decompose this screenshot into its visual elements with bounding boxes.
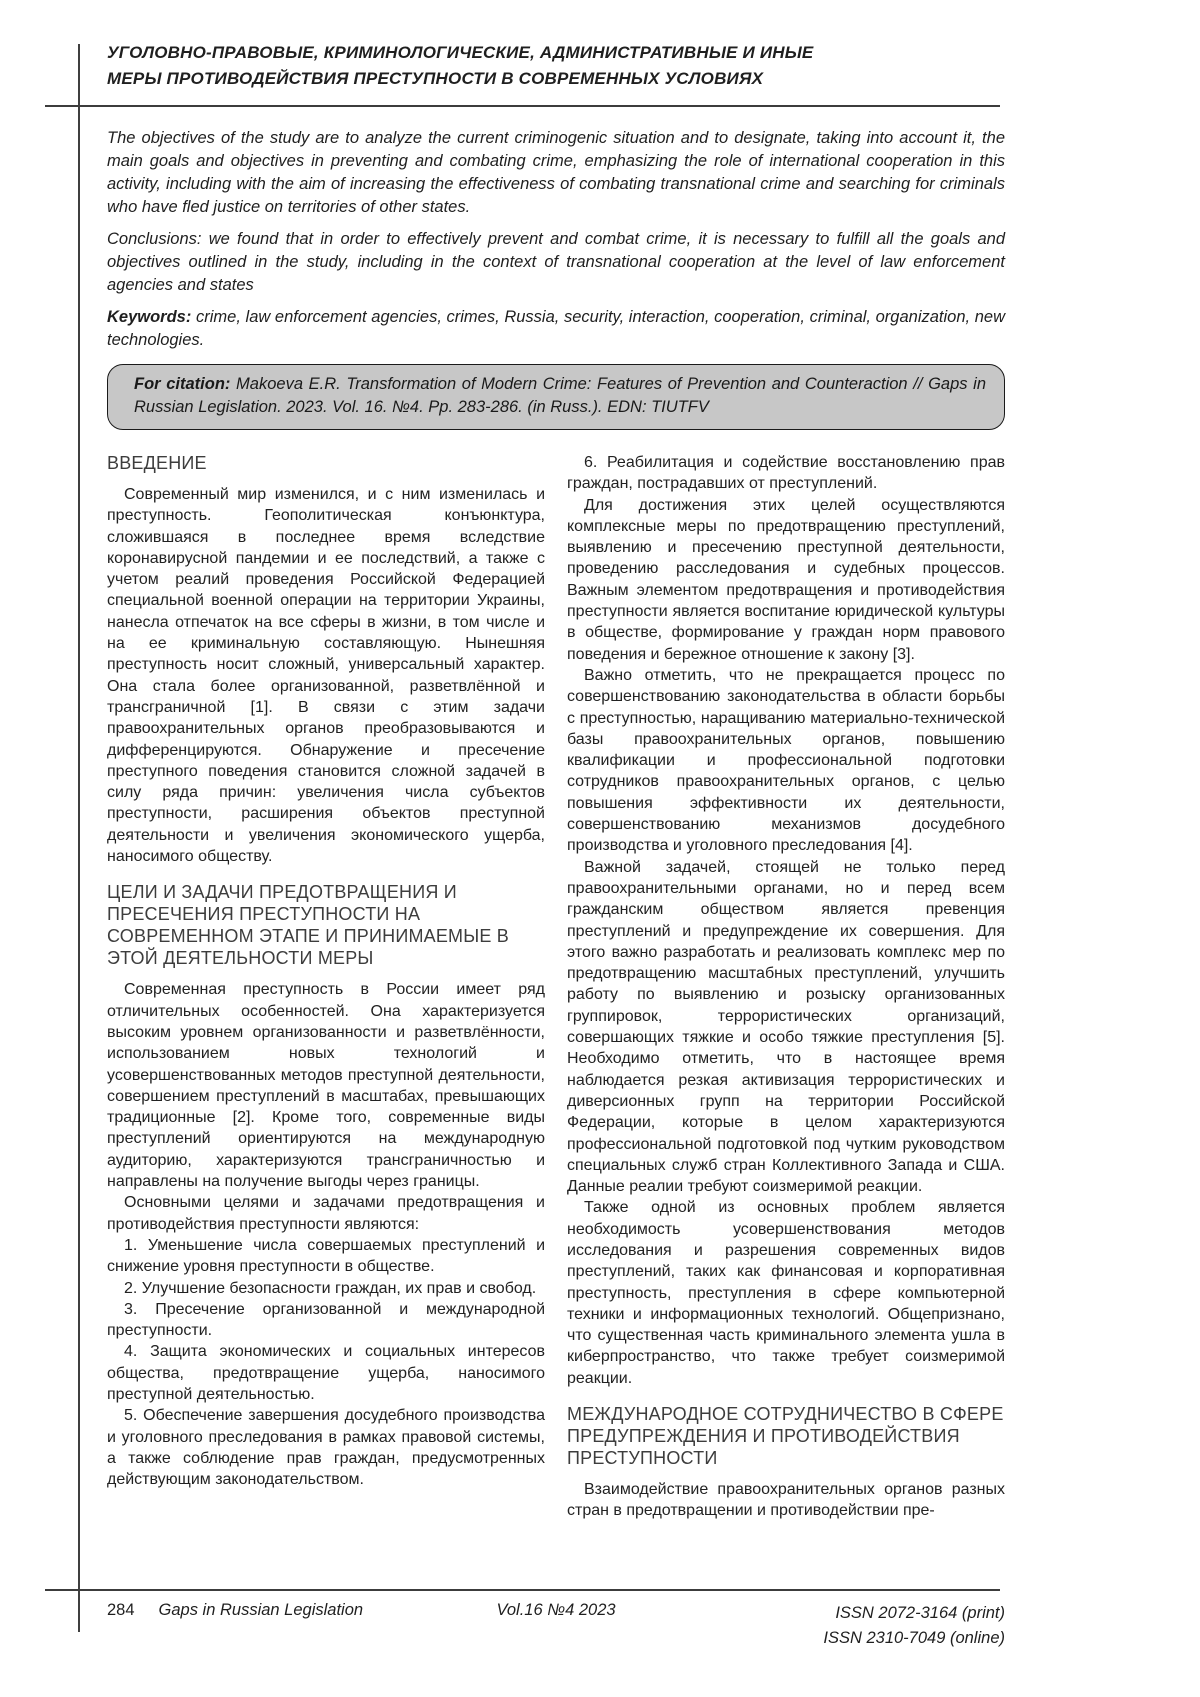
issn-print: ISSN 2072-3164 (print) (835, 1604, 1005, 1622)
goal-item-5: 5. Обеспечение завершения досудебного производства и уголовного преследования в рамках правовой системы, а также соблюдение прав граждан, предусмотренных действующим законодательством. (107, 1407, 545, 1489)
header-divider (45, 105, 1000, 107)
citation-box (107, 364, 1005, 430)
two-column-body (107, 452, 1005, 1522)
cybercrime-paragraph: Также одной из основных проблем является необходимость усовершенствования методов исследования и разрешения современных видов преступлений, таких как финансовая и корпоративная преступность, преступления в сфере компьютерной техники и информационных технологий. Общепризнано, что существенная часть криминального элемента ушла в киберпространство, что также требует соизмеримой реакции. (567, 1199, 1005, 1387)
abstract-block (107, 127, 1005, 352)
page-footer (107, 1589, 1005, 1651)
keywords-text: crime, law enforcement agencies, crimes, Russia, security, interaction, cooperation, criminal, organization, new technologies. (107, 308, 1005, 349)
rubric-line-1: УГОЛОВНО-ПРАВОВЫЕ, КРИМИНОЛОГИЧЕСКИЕ, АДМИНИСТРАТИВНЫЕ И ИНЫЕ (107, 43, 814, 62)
keywords-label: Keywords: (107, 308, 192, 326)
page-number: 284 (107, 1601, 135, 1619)
journal-title: Gaps in Russian Legislation (158, 1601, 364, 1619)
goal-item-3: 3. Пресечение организованной и международной преступности. (107, 1300, 545, 1340)
rubric-line-2: МЕРЫ ПРОТИВОДЕЙСТВИЯ ПРЕСТУПНОСТИ В СОВРЕМЕННЫХ УСЛОВИЯХ (107, 69, 764, 88)
abstract-conclusions: Conclusions: we found that in order to effectively prevent and combat crime, it is necessary to fulfill all the goals and objectives outlined in the study, including in the context of transnational cooperation at the level of law enforcement agencies and states (107, 230, 1005, 294)
page-content (107, 40, 1005, 1522)
volume-info: Vol.16 №4 2023 (496, 1601, 616, 1619)
abstract-objectives: The objectives of the study are to analyze the current criminogenic situation and to designate, taking into account it, the main goals and objectives in preventing and combating crime, emphasizing the role of international cooperation in this activity, including with the aim of increasing the effectiveness of combating transnational crime and searching for criminals who have fled justice on territories of other states. (107, 129, 1005, 216)
footer-right (688, 1601, 1005, 1651)
goal-item-6: 6. Реабилитация и содействие восстановлению прав граждан, пострадавших от преступлений. (567, 454, 1005, 493)
international-paragraph: Взаимодействие правоохранительных органов разных стран в предотвращении и противодействии пре- (567, 1481, 1005, 1520)
footer-divider (45, 1589, 1000, 1591)
citation-text: Makoeva E.R. Transformation of Modern Crime: Features of Prevention and Counteraction // Gaps in Russian Legislation. 2023. Vol. 16. №4. Pp. 283-286. (in Russ.). EDN: TIUTFV (134, 375, 986, 416)
left-column (107, 452, 545, 1522)
section-heading-international: МЕЖДУНАРОДНОЕ СОТРУДНИЧЕСТВО В СФЕРЕ ПРЕДУПРЕЖДЕНИЯ И ПРОТИВОДЕЙСТВИЯ ПРЕСТУПНОСТИ (567, 1404, 1004, 1469)
goal-item-1: 1. Уменьшение числа совершаемых преступлений и снижение уровня преступности в обществе. (107, 1236, 545, 1276)
goal-item-2: 2. Улучшение безопасности граждан, их прав и свобод. (124, 1279, 537, 1297)
rubric-header (107, 40, 1005, 92)
prevention-paragraph: Важной задачей, стоящей не только перед правоохранительными органами, но и перед всем гражданским обществом является превенция преступлений и предупреждение их совершения. Для этого важно разработать и реализовать комплекс мер по предотвращению масштабных преступлений, улучшить работу по выявлению и розыску организованных группировок, террористических организаций, совершающих тяжкие и особо тяжкие преступления [5]. Необходимо отметить, что в настоящее время наблюдается резкая активизация террористических и диверсионных групп на территории Российской Федерации, которые в целом характеризуются профессиональной подготовкой под чутким руководством специальных служб стран Коллективного Запада и США. Данные реалии требуют соизмеримой реакции. (567, 858, 1005, 1196)
section-heading-goals: ЦЕЛИ И ЗАДАЧИ ПРЕДОТВРАЩЕНИЯ И ПРЕСЕЧЕНИЯ ПРЕСТУПНОСТИ НА СОВРЕМЕННОМ ЭТАПЕ И ПРИНИМАЕМЫЕ В ЭТОЙ ДЕЯТЕЛЬНОСТИ МЕРЫ (107, 882, 510, 969)
section-heading-introduction: ВВЕДЕНИЕ (107, 453, 207, 473)
abstract-keywords (107, 306, 1005, 352)
goal-item-4: 4. Защита экономических и социальных интересов общества, предотвращение ущерба, наносимого преступной деятельностью. (107, 1343, 545, 1403)
intro-paragraph: Современный мир изменился, и с ним изменилась и преступность. Геополитическая конъюнктура, сложившаяся в последнее время вследствие коронавирусной пандемии и ее последствий, а также с учетом реалий проведения Российской Федерацией специальной военной операции на территории Украины, нанесла отпечаток на все сферы в жизни, в том числе и на ее криминальную составляющую. Нынешняя преступность носит сложный, универсальный характер. Она стала более организованной, разветвлённой и трансграничной [1]. В связи с этим задачи правоохранительных органов преобразовываются и дифференцируются. Обнаружение и пресечение преступного поведения становится сложной задачей в силу ряда причин: увеличения числа субъектов преступности, расширения объектов преступной деятельности и увеличения экономического ущерба, наносимого обществу. (107, 486, 545, 866)
goals-paragraph: Современная преступность в России имеет ряд отличительных особенностей. Она характеризуется высоким уровнем организованности и разветвлённости, использованием новых технологий и усовершенствованных методов преступной деятельности, совершением преступлений в масштабах, превышающих традиционные [2]. Кроме того, современные виды преступлений ориентируются на международную аудиторию, характеризуются трансграничностью и направлены на получение выгоды через границы. (107, 981, 545, 1191)
goals-intro-paragraph: Основными целями и задачами предотвращения и противодействия преступности являются: (107, 1194, 545, 1233)
measures-paragraph: Для достижения этих целей осуществляются комплексные меры по предотвращению преступлений, выявлению и пресечению преступной деятельности, проведению расследования и судебных процессов. Важным элементом предотвращения и противодействия преступности является воспитание юридической культуры в обществе, формирование у граждан норм правового поведения и бережное отношение к закону [3]. (567, 496, 1005, 663)
issn-online: ISSN 2310-7049 (online) (823, 1629, 1005, 1647)
legislation-paragraph: Важно отметить, что не прекращается процесс по совершенствованию законодательства в области борьбы с преступностью, наращиванию материально-технической базы правоохранительных органов, повышению квалификации и профессиональной подготовки сотрудников правоохранительных органов, с целью повышения эффективности их деятельности, совершенствованию механизмов досудебного производства и уголовного преследования [4]. (567, 666, 1005, 855)
citation-label: For citation: (134, 375, 231, 393)
right-column (567, 452, 1005, 1522)
footer-row (107, 1601, 1005, 1651)
left-margin-rule (78, 44, 80, 1632)
footer-left (107, 1601, 424, 1620)
